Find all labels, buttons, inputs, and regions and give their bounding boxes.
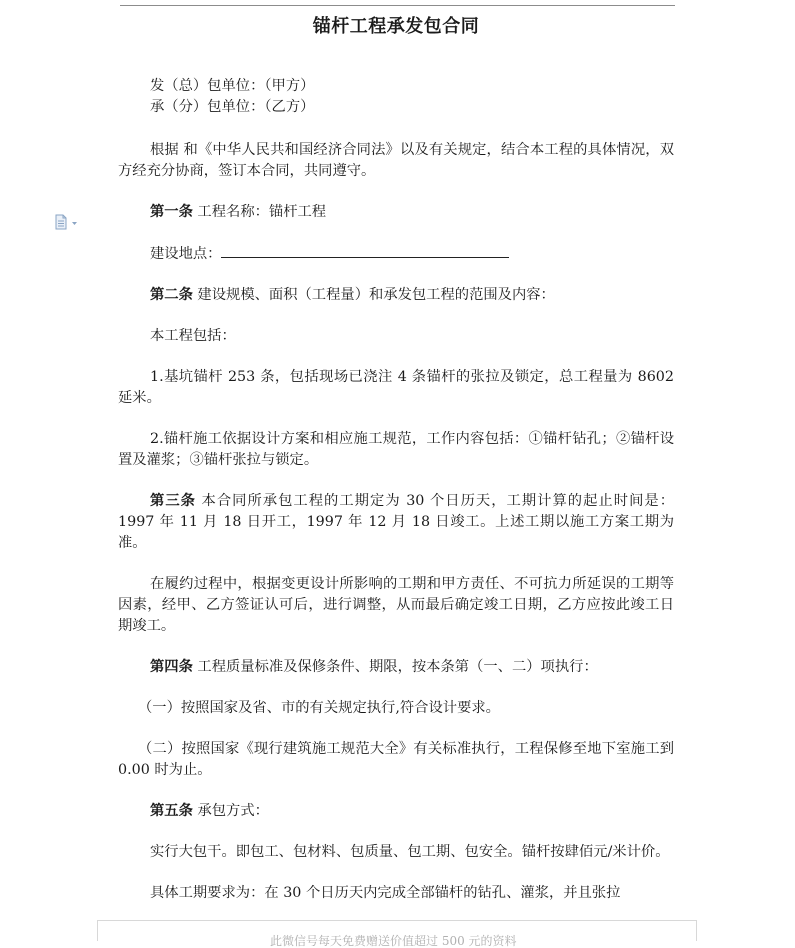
scope-item-1: 1.基坑锚杆 253 条，包括现场已浇注 4 条锚杆的张拉及锁定，总工程量为 8602 延米。: [118, 369, 674, 406]
article-2-text: 建设规模、面积（工程量）和承发包工程的范围及内容：: [192, 287, 555, 303]
scope-intro: 本工程包括：: [150, 328, 236, 344]
site-line: [118, 243, 674, 265]
quality-item-1: （一）按照国家及省、市的有关规定执行,符合设计要求。: [138, 700, 500, 716]
document-icon: [55, 214, 79, 232]
article-3: [118, 491, 674, 554]
article-5-text: 承包方式：: [192, 803, 269, 819]
document-menu-icon[interactable]: [55, 214, 79, 232]
quality-item-2: （二）按照国家《现行建筑施工规范大全》有关标准执行，工程保修至地下室施工到 0.00 时为止。: [118, 741, 674, 778]
page-footer-text: 此微信号每天免费赠送价值超过 500 元的资料: [270, 934, 517, 948]
article-5-label: 第五条: [150, 803, 193, 819]
article-1-text: 工程名称：锚杆工程: [192, 204, 327, 220]
article-3-text: 本合同所承包工程的工期定为 30 个日历天，工期计算的起止时间是：1997 年 11 月 18 日开工，1997 年 12 月 18 日竣工。上述工期以施工方案工期为准。: [118, 493, 674, 551]
article-4-text: 工程质量标准及保修条件、期限，按本条第（一、二）项执行：: [192, 659, 598, 675]
page-footer-corner-right: [696, 920, 697, 941]
page-footer-corner-left: [97, 920, 98, 941]
article-5: [118, 801, 674, 822]
party-a-line: 发（总）包单位：（甲方）: [150, 78, 315, 94]
article-2: [118, 285, 674, 306]
schedule-requirement: 具体工期要求为：在 30 个日历天内完成全部锚杆的钻孔、灌浆，并且张拉: [150, 885, 621, 901]
article-3-label: 第三条: [150, 493, 196, 509]
article-3-paragraph-2: 在履约过程中，根据变更设计所影响的工期和甲方责任、不可抗力所延误的工期等因素，经甲、乙方签证认可后，进行调整，从而最后确定竣工日期，乙方应按此竣工日期竣工。: [118, 576, 674, 634]
article-1-label: 第一条: [150, 204, 193, 220]
article-1: [118, 202, 674, 223]
site-label: 建设地点：: [150, 246, 222, 262]
intro-paragraph: 根据 和《中华人民共和国经济合同法》以及有关规定，结合本工程的具体情况，双方经充分协商，签订本合同，共同遵守。: [118, 142, 674, 179]
article-2-label: 第二条: [150, 287, 193, 303]
document-body: [118, 10, 674, 904]
article-4-label: 第四条: [150, 659, 193, 675]
contract-mode: 实行大包干。即包工、包材料、包质量、包工期、包安全。锚杆按肆佰元/米计价。: [150, 844, 670, 860]
page-top-border: [120, 5, 675, 6]
site-blank-field: [221, 243, 509, 258]
party-b-line: 承（分）包单位：（乙方）: [150, 99, 315, 115]
scope-item-2: 2.锚杆施工依据设计方案和相应施工规范，工作内容包括：①锚杆钻孔；②锚杆设置及灌浆；③锚杆张拉与锁定。: [118, 431, 674, 468]
page-footer-border: [97, 920, 697, 921]
article-4: [118, 657, 674, 678]
document-title: 锚杆工程承发包合同: [312, 16, 480, 37]
